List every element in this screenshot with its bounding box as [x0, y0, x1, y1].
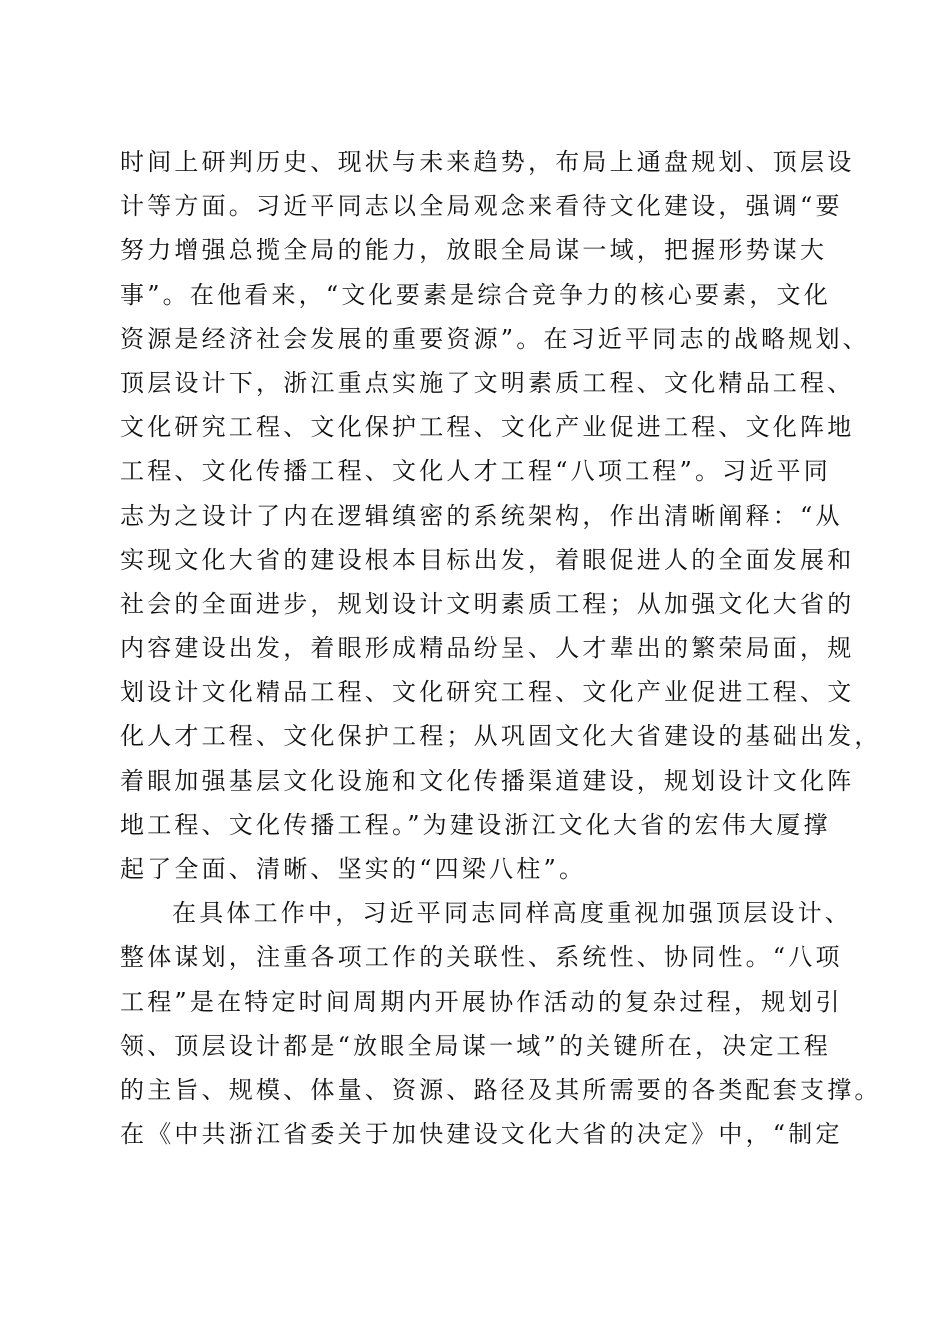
text-line: 努力增强总揽全局的能力，放眼全局谋一域，把握形势谋大 [120, 236, 828, 265]
text-line: 的主旨、规模、体量、资源、路径及其所需要的各类配套支撑。 [120, 1075, 882, 1104]
paragraph-start-line: 在具体工作中，习近平同志同样高度重视加强顶层设计、 [172, 899, 852, 928]
text-line: 内容建设出发，着眼形成精品纷呈、人才辈出的繁荣局面，规 [120, 634, 855, 663]
text-line: 领、顶层设计都是“放眼全局谋一域”的关键所在，决定工程 [120, 1031, 831, 1060]
text-line: 整体谋划，注重各项工作的关联性、系统性、协同性。“八项 [120, 943, 843, 972]
text-line: 工程、文化传播工程、文化人才工程“八项工程”。习近平同 [120, 457, 831, 486]
text-line: 顶层设计下，浙江重点实施了文明素质工程、文化精品工程、 [120, 368, 855, 397]
text-line: 资源是经济社会发展的重要资源”。在习近平同志的战略规划、 [120, 324, 870, 353]
text-line: 地工程、文化传播工程。”为建设浙江文化大省的宏伟大厦撑 [120, 810, 831, 839]
text-line: 事”。在他看来，“文化要素是综合竞争力的核心要素，文化 [120, 280, 831, 309]
text-line: 起了全面、清晰、坚实的“四梁八柱”。 [120, 855, 587, 883]
text-line: 化人才工程、文化保护工程；从巩固文化大省建设的基础出发， [120, 722, 882, 751]
text-line: 着眼加强基层文化设施和文化传播渠道建设，规划设计文化阵 [120, 766, 855, 795]
text-line: 实现文化大省的建设根本目标出发，着眼促进人的全面发展和 [120, 545, 855, 574]
text-line: 社会的全面进步，规划设计文明素质工程；从加强文化大省的 [120, 589, 855, 618]
text-line: 工程”是在特定时间周期内开展协作活动的复杂过程，规划引 [120, 987, 843, 1016]
text-line: 计等方面。习近平同志以全局观念来看待文化建设，强调“要 [120, 192, 843, 221]
text-line: 时间上研判历史、现状与未来趋势，布局上通盘规划、顶层设 [120, 148, 855, 176]
text-line: 志为之设计了内在逻辑缜密的系统架构，作出清晰阐释：“从 [120, 501, 843, 530]
body-text [120, 140, 882, 1156]
text-line: 在《中共浙江省委关于加快建设文化大省的决定》中，“制定 [120, 1120, 843, 1149]
text-line: 划设计文化精品工程、文化研究工程、文化产业促进工程、文 [120, 678, 855, 707]
text-line: 文化研究工程、文化保护工程、文化产业促进工程、文化阵地 [120, 413, 855, 442]
